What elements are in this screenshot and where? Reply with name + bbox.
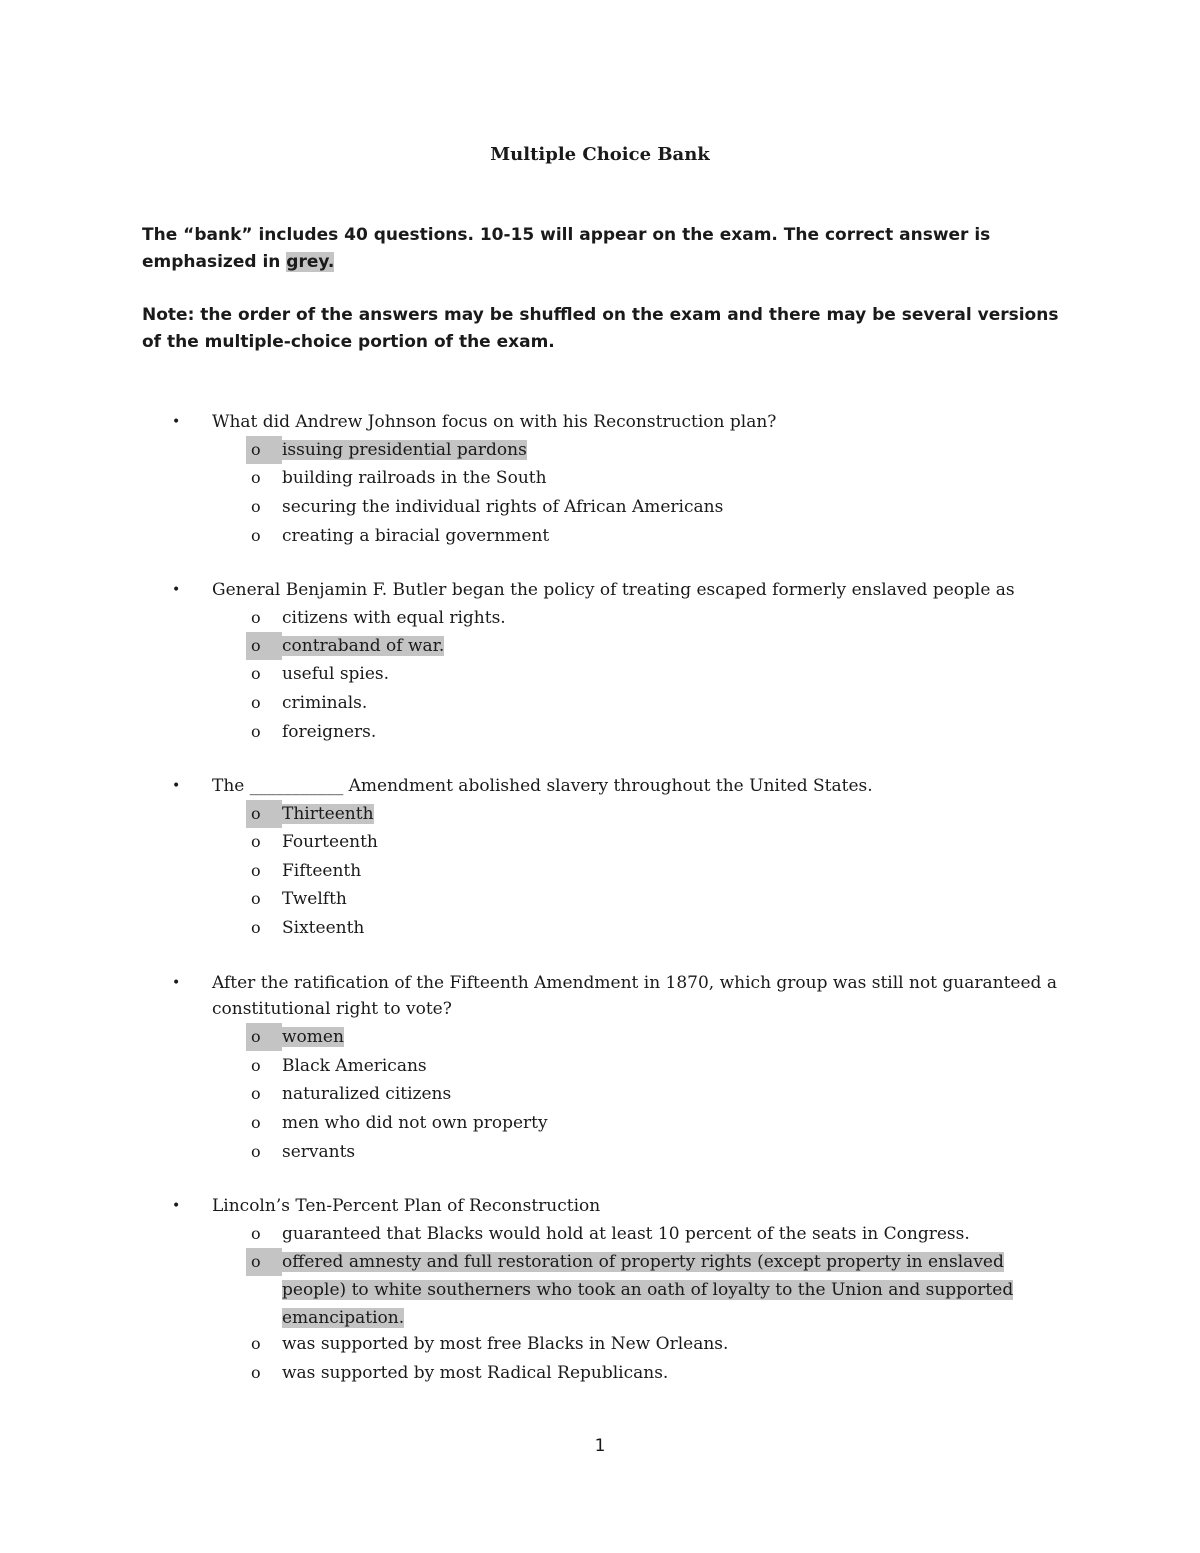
answer-text: women — [282, 1027, 344, 1047]
answer-text: servants — [282, 1142, 356, 1162]
answer-text: building railroads in the South — [282, 468, 547, 488]
circle-bullet-icon: o — [251, 1113, 261, 1132]
answer-text: naturalized citizens — [282, 1084, 452, 1104]
circle-bullet-icon: o — [251, 1084, 261, 1103]
circle-bullet-icon: o — [246, 632, 282, 660]
circle-bullet-icon: o — [246, 1023, 282, 1051]
question-text: The ___________ Amendment abolished slavery throughout the United States. — [212, 776, 873, 796]
question-text: After the ratification of the Fifteenth Amendment in 1870, which group was still not guaranteed a constitutional right to vote? — [212, 973, 1057, 1019]
answer-text-line: people) to white southerners who took an oath of loyalty to the Union and supported — [282, 1280, 1014, 1300]
circle-bullet-icon: o — [251, 889, 261, 908]
bullet-icon: • — [172, 414, 181, 430]
answer-text: was supported by most free Blacks in New Orleans. — [282, 1334, 729, 1354]
page-title: Multiple Choice Bank — [490, 144, 710, 165]
circle-bullet-icon: o — [251, 1224, 261, 1243]
answer-text: Sixteenth — [282, 918, 365, 938]
note-paragraph: Note: the order of the answers may be shuffled on the exam and there may be several versions of the multiple-choice portion of the exam. — [142, 305, 1059, 352]
question-text: What did Andrew Johnson focus on with his Reconstruction plan? — [212, 412, 777, 432]
bullet-icon: • — [172, 1198, 181, 1214]
bullet-icon: • — [172, 778, 181, 794]
circle-bullet-icon: o — [251, 526, 261, 545]
circle-bullet-icon: o — [251, 832, 261, 851]
page-number: 1 — [594, 1436, 606, 1456]
answer-text: was supported by most Radical Republicans. — [282, 1363, 669, 1383]
circle-bullet-icon: o — [251, 722, 261, 741]
intro-text: The “bank” includes 40 questions. 10-15 will appear on the exam. The correct answer is emphasized in — [142, 225, 991, 272]
bullet-icon: • — [172, 975, 181, 991]
answer-text: securing the individual rights of African Americans — [282, 497, 724, 517]
circle-bullet-icon: o — [251, 861, 261, 880]
answer-text: Twelfth — [282, 889, 347, 909]
circle-bullet-icon: o — [251, 1142, 261, 1161]
circle-bullet-icon: o — [246, 436, 282, 464]
answer-text: guaranteed that Blacks would hold at least 10 percent of the seats in Congress. — [282, 1224, 970, 1244]
question-text: General Benjamin F. Butler began the policy of treating escaped formerly enslaved people as — [212, 580, 1015, 600]
grey-highlight-word: grey. — [286, 252, 335, 272]
circle-bullet-icon: o — [251, 497, 261, 516]
circle-bullet-icon: o — [246, 800, 282, 828]
answer-text: Black Americans — [282, 1056, 427, 1076]
answer-text: useful spies. — [282, 664, 390, 684]
answer-text: Fifteenth — [282, 861, 362, 881]
circle-bullet-icon: o — [251, 1334, 261, 1353]
answer-text-line: emancipation. — [282, 1308, 405, 1328]
circle-bullet-icon: o — [251, 664, 261, 683]
circle-bullet-icon: o — [251, 918, 261, 937]
answer-text: criminals. — [282, 693, 368, 713]
circle-bullet-icon: o — [251, 1056, 261, 1075]
answer-text: contraband of war. — [282, 636, 445, 656]
answer-text: men who did not own property — [282, 1113, 548, 1133]
bullet-icon: • — [172, 582, 181, 598]
circle-bullet-icon: o — [246, 1248, 282, 1276]
answer-text: foreigners. — [282, 722, 377, 742]
answer-text: Fourteenth — [282, 832, 378, 852]
circle-bullet-icon: o — [251, 1363, 261, 1382]
answer-text: Thirteenth — [282, 804, 374, 824]
answer-text: issuing presidential pardons — [282, 440, 527, 460]
answer-text-line: offered amnesty and full restoration of property rights (except property in enslaved — [282, 1252, 1004, 1272]
answer-text: citizens with equal rights. — [282, 608, 506, 628]
question-text: Lincoln’s Ten-Percent Plan of Reconstruction — [212, 1196, 601, 1216]
intro-paragraph — [142, 222, 1062, 276]
circle-bullet-icon: o — [251, 608, 261, 627]
circle-bullet-icon: o — [251, 468, 261, 487]
circle-bullet-icon: o — [251, 693, 261, 712]
answer-text: creating a biracial government — [282, 526, 550, 546]
